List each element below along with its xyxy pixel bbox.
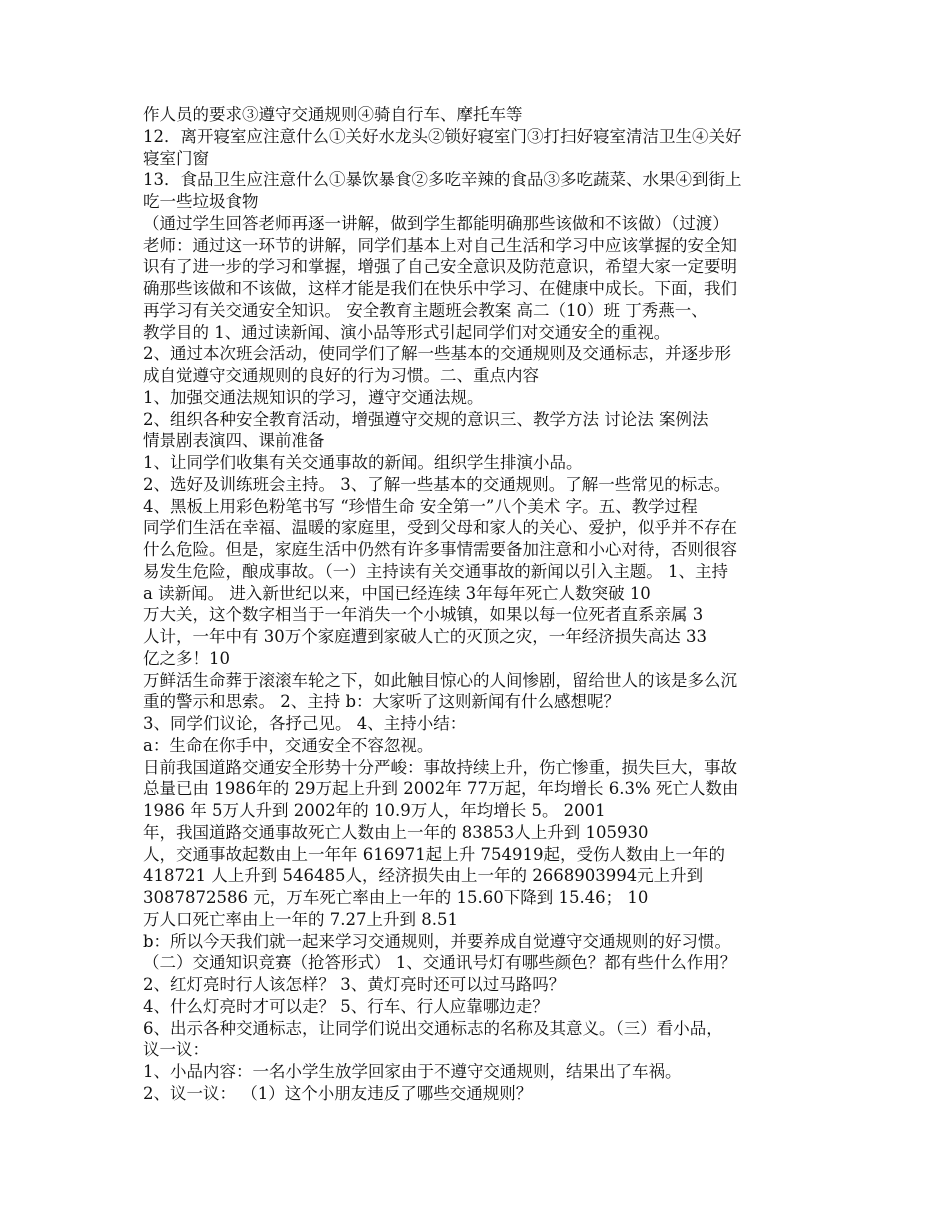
text-line: a 读新闻。 进入新世纪以来，中国已经连续 3年每年死亡人数突破 10: [143, 583, 651, 603]
text-line: 再学习有关交通安全知识。 安全教育主题班会教案 高二（10）班 丁秀燕一、: [143, 300, 708, 320]
text-line: 万人口死亡率由上一年的 7.27上升到 8.51: [143, 909, 458, 929]
text-line: 教学目的 1、通过读新闻、演小品等形式引起同学们对交通安全的重视。: [143, 322, 671, 342]
text-line: 确那些该做和不该做，这样才能是我们在快乐中学习、在健康中成长。下面，我们: [143, 279, 737, 298]
text-line: 同学们生活在幸福、温暖的家庭里，受到父母和家人的关心、爱护，似乎并不存在: [143, 518, 737, 538]
text-line: 万鲜活生命葬于滚滚车轮之下，如此触目惊心的人间惨剧，留给世人的该是多么沉: [143, 670, 737, 690]
text-line: 吃一些垃圾食物: [143, 192, 259, 211]
text-line: 418721 人上升到 546485人，经济损失由上一年的 2668903994元上升到: [143, 866, 704, 886]
text-line: （二）交通知识竞赛（抢答形式） 1、交通讯号灯有哪些颜色？都有些什么作用？: [143, 953, 737, 973]
text-line: 议一议：: [143, 1040, 209, 1060]
text-line: 2、组织各种安全教育活动，增强遵守交规的意识三、教学方法 讨论法 案例法: [143, 409, 709, 429]
text-line: 6、出示各种交通标志，让同学们说出交通标志的名称及其意义。（三）看小品，: [143, 1018, 723, 1038]
text-line: 什么危险。但是，家庭生活中仍然有许多事情需要备加注意和小心对待，否则很容: [143, 540, 737, 559]
text-line: 12．离开寝室应注意什么①关好水龙头②锁好寝室门③打扫好寝室清洁卫生④关好: [143, 126, 742, 146]
text-line: 识有了进一步的学习和掌握，增强了自己安全意识及防范意识，希望大家一定要明: [143, 257, 737, 277]
text-line: 4、黑板上用彩色粉笔书写 “珍惜生命 安全第一”八个美术 字。五、教学过程: [143, 496, 698, 516]
text-line: 易发生危险，酿成事故。（一）主持读有关交通事故的新闻以引入主题。 1、主持: [143, 561, 728, 581]
text-line: a：生命在你手中，交通安全不容忽视。: [143, 735, 434, 755]
text-line: 1、让同学们收集有关交通事故的新闻。组织学生排演小品。: [143, 453, 583, 472]
text-line: 2、通过本次班会活动，使同学们了解一些基本的交通规则及交通标志，并逐步形: [143, 344, 731, 364]
text-line: 3087872586 元，万车死亡率由上一年的 15.60下降到 15.46； 10: [143, 888, 649, 907]
text-line: （通过学生回答老师再逐一讲解，做到学生都能明确那些该做和不该做）（过渡）: [143, 213, 729, 233]
text-line: 亿之多！10: [143, 648, 230, 668]
text-line: 13．食品卫生应注意什么①暴饮暴食②多吃辛辣的食品③多吃蔬菜、水果④到街上: [143, 170, 742, 190]
text-line: 日前我国道路交通安全形势十分严峻：事故持续上升，伤亡惨重，损失巨大，事故: [143, 757, 737, 777]
text-line: 寝室门窗: [143, 148, 209, 168]
text-line: 人，交通事故起数由上一年年 616971起上升 754919起，受伤人数由上一年的: [143, 844, 725, 864]
text-line: 2、议一议： （1）这个小朋友违反了哪些交通规则？: [143, 1083, 533, 1103]
text-line: 1986 年 5万人升到 2002年的 10.9万人，年均增长 5。 2001: [143, 801, 606, 820]
text-line: 2、选好及训练班会主持。 3、了解一些基本的交通规则。了解一些常见的标志。: [143, 474, 731, 494]
text-line: 1、加强交通法规知识的学习，遵守交通法规。: [143, 387, 484, 407]
text-line: 老师：通过这一环节的讲解，同学们基本上对自己生活和学习中应该掌握的安全知: [143, 235, 737, 255]
text-line: 3、同学们议论，各抒己见。 4、主持小结：: [143, 714, 467, 733]
text-line: 重的警示和思索。 2、主持 b：大家听了这则新闻有什么感想呢？: [143, 692, 621, 712]
text-line: 作人员的要求③遵守交通规则④骑自行车、摩托车等: [143, 105, 523, 124]
text-line: 万大关，这个数字相当于一年消失一个小城镇，如果以每一位死者直系亲属 3: [143, 605, 704, 625]
text-line: 4、什么灯亮时才可以走？ 5、行车、行人应靠哪边走？: [143, 996, 549, 1016]
text-line: 2、红灯亮时行人该怎样？ 3、黄灯亮时还可以过马路吗？: [143, 975, 566, 994]
text-line: 总量已由 1986年的 29万起上升到 2002年 77万起，年均增长 6.3% 死亡人数由: [143, 779, 739, 799]
text-line: 1、小品内容：一名小学生放学回家由于不遵守交通规则，结果出了车祸。: [143, 1062, 682, 1081]
text-line: b：所以今天我们就一起来学习交通规则，并要养成自觉遵守交通规则的好习惯。: [143, 931, 732, 951]
document-page: [143, 104, 818, 1105]
text-line: 情景剧表演四、课前准备: [143, 431, 325, 451]
text-line: 成自觉遵守交通规则的良好的行为习惯。二、重点内容: [143, 366, 539, 385]
text-line: 年，我国道路交通事故死亡人数由上一年的 83853人上升到 105930: [143, 822, 649, 842]
text-line: 人计，一年中有 30万个家庭遭到家破人亡的灭顶之灾，一年经济损失高达 33: [143, 627, 707, 646]
